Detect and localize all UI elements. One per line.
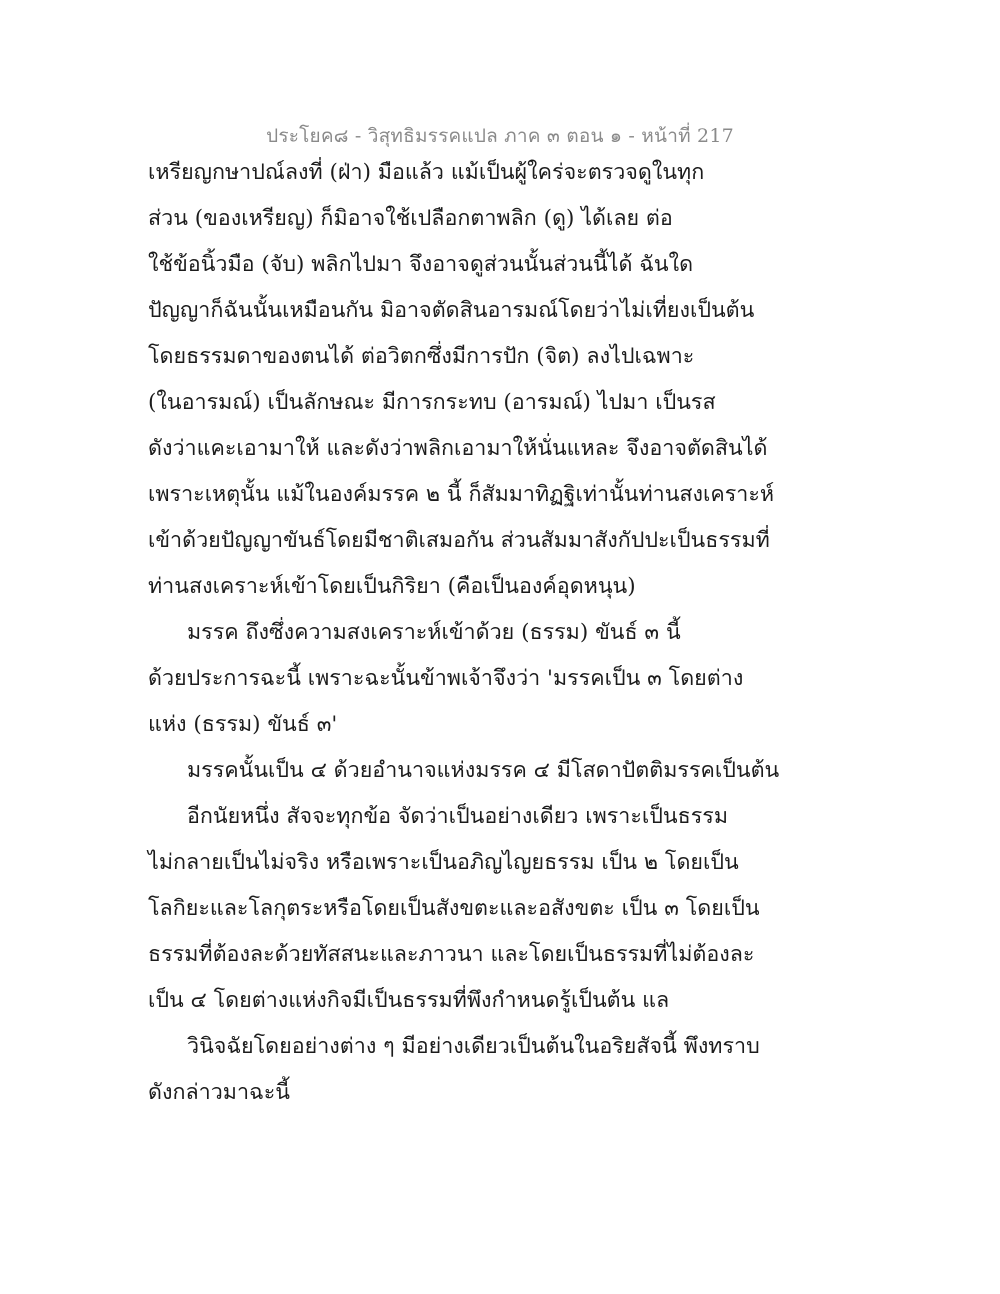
text-line: ดังว่าแคะเอามาให้ และดังว่าพลิกเอามาให้นั่นแหละ จึงอาจตัดสินได้: [148, 436, 768, 461]
text-line: เหรียญกษาปณ์ลงที่ (ฝ่า) มือแล้ว แม้เป็นผู้ใคร่จะตรวจดูในทุก: [148, 160, 705, 185]
text-line: วินิจฉัยโดยอย่างต่าง ๆ มีอย่างเดียวเป็นต้นในอริยสัจนี้ พึงทราบ: [187, 1034, 760, 1059]
text-line: ปัญญาก็ฉันนั้นเหมือนกัน มิอาจตัดสินอารมณ์โดยว่าไม่เที่ยงเป็นต้น: [148, 298, 755, 323]
running-header: ประโยค๘ - วิสุทธิมรรคแปล ภาค ๓ ตอน ๑ - หน้าที่ 217: [266, 125, 734, 147]
text-line: อีกนัยหนึ่ง สัจจะทุกข้อ จัดว่าเป็นอย่างเดียว เพราะเป็นธรรม: [187, 804, 728, 829]
text-line: โลกิยะและโลกุตระหรือโดยเป็นสังขตะและอสังขตะ เป็น ๓ โดยเป็น: [148, 896, 760, 921]
text-line: เพราะเหตุนั้น แม้ในองค์มรรค ๒ นี้ ก็สัมมาทิฏฐิเท่านั้นท่านสงเคราะห์: [148, 482, 775, 507]
text-line: เป็น ๔ โดยต่างแห่งกิจมีเป็นธรรมที่พึงกำหนดรู้เป็นต้น แล: [148, 988, 670, 1013]
text-line: มรรคนั้นเป็น ๔ ด้วยอำนาจแห่งมรรค ๔ มีโสดาปัตติมรรคเป็นต้น: [187, 758, 780, 783]
text-line: เข้าด้วยปัญญาขันธ์โดยมีชาติเสมอกัน ส่วนสัมมาสังกัปปะเป็นธรรมที่: [148, 528, 770, 553]
text-line: โดยธรรมดาของตนได้ ต่อวิตกซึ่งมีการปัก (จิต) ลงไปเฉพาะ: [148, 344, 695, 369]
text-line: ธรรมที่ต้องละด้วยทัสสนะและภาวนา และโดยเป็นธรรมที่ไม่ต้องละ: [148, 942, 755, 967]
body-text: [148, 150, 780, 1116]
text-line: ใช้ข้อนิ้วมือ (จับ) พลิกไปมา จึงอาจดูส่วนนั้นส่วนนี้ได้ ฉันใด: [148, 252, 694, 277]
text-line: แห่ง (ธรรม) ขันธ์ ๓': [148, 712, 338, 737]
text-line: ส่วน (ของเหรียญ) ก็มิอาจใช้เปลือกตาพลิก (ดู) ได้เลย ต่อ: [148, 206, 673, 231]
text-line: มรรค ถึงซึ่งความสงเคราะห์เข้าด้วย (ธรรม) ขันธ์ ๓ นี้: [187, 620, 681, 645]
text-line: ด้วยประการฉะนี้ เพราะฉะนั้นข้าพเจ้าจึงว่า 'มรรคเป็น ๓ โดยต่าง: [148, 666, 744, 691]
text-line: ท่านสงเคราะห์เข้าโดยเป็นกิริยา (คือเป็นองค์อุดหนุน): [148, 574, 636, 599]
text-line: ไม่กลายเป็นไม่จริง หรือเพราะเป็นอภิญไญยธรรม เป็น ๒ โดยเป็น: [148, 850, 739, 875]
text-line: ดังกล่าวมาฉะนี้: [148, 1080, 290, 1105]
text-line: (ในอารมณ์) เป็นลักษณะ มีการกระทบ (อารมณ์) ไปมา เป็นรส: [148, 390, 716, 415]
